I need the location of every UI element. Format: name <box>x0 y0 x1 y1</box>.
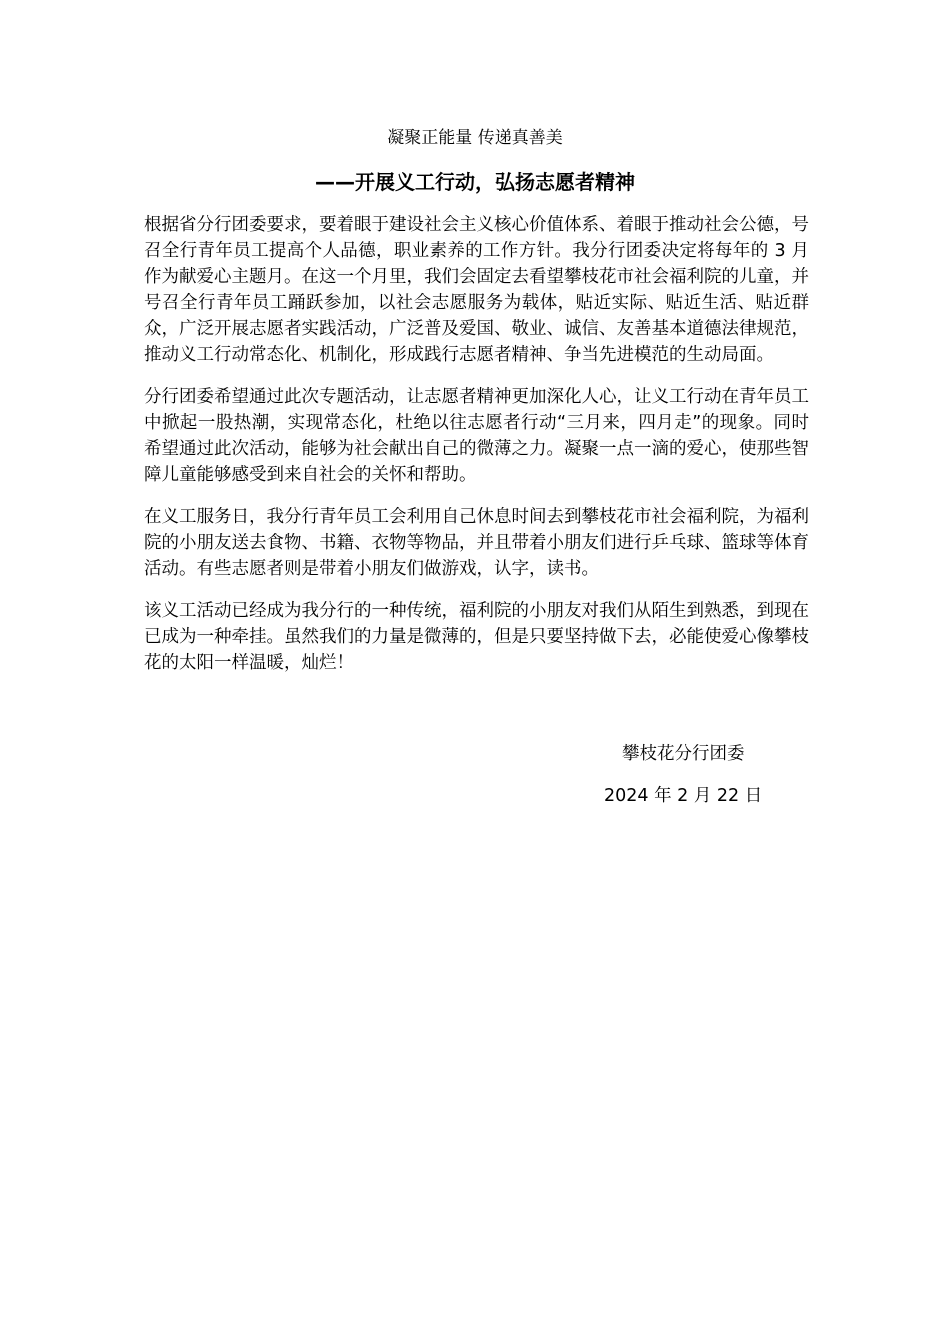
paragraph-4: 该义工活动已经成为我分行的一种传统，福利院的小朋友对我们从陌生到熟悉，到现在已成为一种牵挂。虽然我们的力量是微薄的，但是只要坚持做下去，必能使爱心像攀枝花的太阳一样温暖，灿烂！ <box>144 601 809 673</box>
paragraph-3: 在义工服务日，我分行青年员工会利用自己休息时间去到攀枝花市社会福利院，为福利院的小朋友送去食物、书籍、衣物等物品，并且带着小朋友们进行乒乓球、篮球等体育活动。有些志愿者则是带着小朋友们做游戏，认字，读书。 <box>144 507 809 579</box>
document-subtitle: 凝聚正能量 传递真善美 <box>387 128 563 148</box>
document-title: ——开展义工行动，弘扬志愿者精神 <box>315 170 635 194</box>
document-body <box>144 212 809 692</box>
paragraph-1: 根据省分行团委要求，要着眼于建设社会主义核心价值体系、着眼于推动社会公德，号召全行青年员工提高个人品德，职业素养的工作方针。我分行团委决定将每年的 3 月作为献爱心主题月。在这一个月里，我们会固定去看望攀枝花市社会福利院的儿童，并号召全行青年员工踊跃参加，以社会志愿服务为载体，贴近实际、贴近生活、贴近群众，广泛开展志愿者实践活动，广泛普及爱国、敬业、诚信、友善基本道德法律规范，推动义工行动常态化、机制化，形成践行志愿者精神、争当先进模范的生动局面。 <box>144 215 809 365</box>
signature-date: 2024 年 2 月 22 日 <box>604 786 763 806</box>
paragraph-2: 分行团委希望通过此次专题活动，让志愿者精神更加深化人心，让义工行动在青年员工中掀起一股热潮，实现常态化，杜绝以往志愿者行动“三月来，四月走”的现象。同时希望通过此次活动，能够为社会献出自己的微薄之力。凝聚一点一滴的爱心，使那些智障儿童能够感受到来自社会的关怀和帮助。 <box>144 387 809 485</box>
signature-org: 攀枝花分行团委 <box>622 744 745 764</box>
